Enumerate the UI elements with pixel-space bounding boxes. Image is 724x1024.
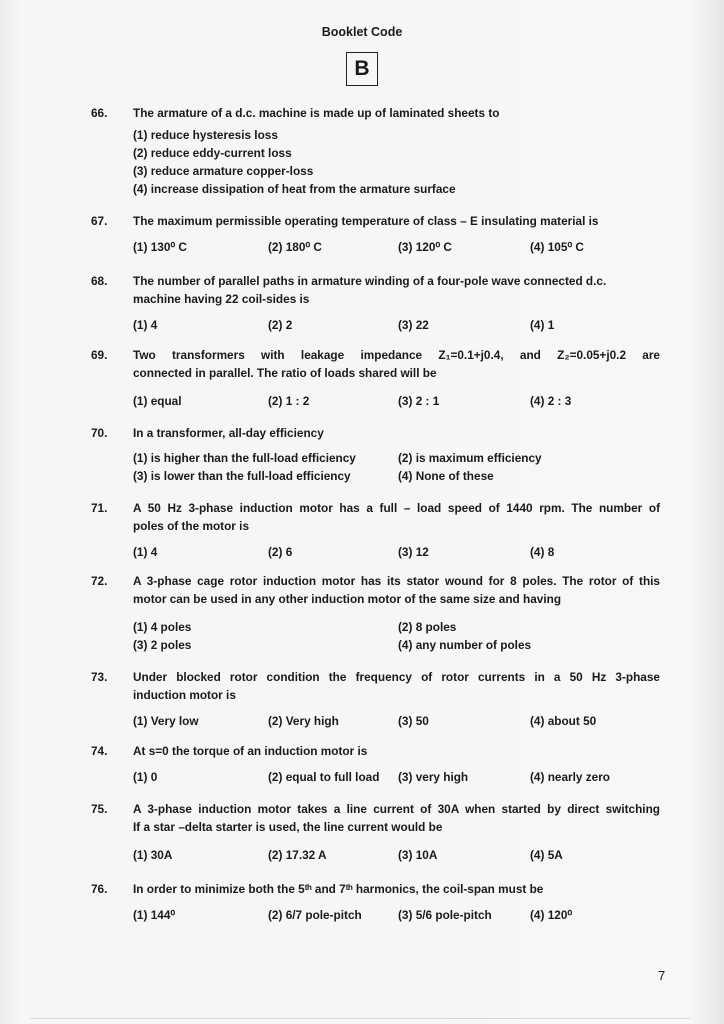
question-text: connected in parallel. The ratio of loads shared will be bbox=[133, 366, 437, 380]
answer-option-1: (1) 130⁰ C bbox=[133, 240, 187, 254]
question-text: poles of the motor is bbox=[133, 519, 250, 533]
question-text: In order to minimize both the 5ᵗʰ and 7ᵗʰ harmonics, the coil-span must be bbox=[133, 882, 544, 896]
answer-option-4: (4) increase dissipation of heat from the armature surface bbox=[133, 182, 456, 196]
question-text: If a star –delta starter is used, the line current would be bbox=[133, 820, 443, 834]
page-number: 7 bbox=[658, 968, 666, 983]
booklet-code-box: B bbox=[346, 52, 378, 86]
question-number: 70. bbox=[91, 426, 108, 440]
question-text: A 3-phase cage rotor induction motor has its stator wound for 8 poles. The rotor of this bbox=[133, 574, 660, 588]
question-number: 75. bbox=[91, 802, 108, 816]
answer-option-1: (1) 4 poles bbox=[133, 620, 192, 634]
question-text: In a transformer, all-day efficiency bbox=[133, 426, 324, 440]
answer-option-3: (3) is lower than the full-load efficiency bbox=[133, 469, 351, 483]
question-number: 74. bbox=[91, 744, 108, 758]
answer-option-3: (3) 10A bbox=[398, 848, 438, 862]
question-text: At s=0 the torque of an induction motor is bbox=[133, 744, 368, 758]
answer-option-4: (4) 8 bbox=[530, 545, 555, 559]
answer-option-3: (3) 2 poles bbox=[133, 638, 192, 652]
question-number: 67. bbox=[91, 214, 108, 228]
question-number: 69. bbox=[91, 348, 108, 362]
answer-option-2: (2) 180⁰ C bbox=[268, 240, 322, 254]
answer-option-4: (4) 1 bbox=[530, 318, 555, 332]
answer-option-2: (2) 1 : 2 bbox=[268, 394, 310, 408]
answer-option-4: (4) None of these bbox=[398, 469, 494, 483]
question-text: The armature of a d.c. machine is made up of laminated sheets to bbox=[133, 106, 500, 120]
question-text: A 50 Hz 3-phase induction motor has a full – load speed of 1440 rpm. The number of bbox=[133, 501, 660, 515]
question-text: Under blocked rotor condition the frequency of rotor currents in a 50 Hz 3-phase bbox=[133, 670, 660, 684]
question-number: 71. bbox=[91, 501, 108, 515]
answer-option-3: (3) 120⁰ C bbox=[398, 240, 452, 254]
answer-option-4: (4) about 50 bbox=[530, 714, 597, 728]
question-text: motor can be used in any other induction motor of the same size and having bbox=[133, 592, 562, 606]
question-number: 76. bbox=[91, 882, 108, 896]
answer-option-3: (3) very high bbox=[398, 770, 469, 784]
answer-option-3: (3) 22 bbox=[398, 318, 429, 332]
answer-option-2: (2) reduce eddy-current loss bbox=[133, 146, 292, 160]
answer-option-2: (2) 17.32 A bbox=[268, 848, 327, 862]
question-text: The number of parallel paths in armature winding of a four-pole wave connected d.c. bbox=[133, 274, 607, 288]
answer-option-3: (3) 5/6 pole-pitch bbox=[398, 908, 492, 922]
answer-option-1: (1) equal bbox=[133, 394, 182, 408]
booklet-code-label: Booklet Code bbox=[321, 25, 403, 39]
question-text: Two transformers with leakage impedance Z₁=0.1+j0.4, and Z₂=0.05+j0.2 are bbox=[133, 348, 660, 362]
question-text: The maximum permissible operating temperature of class – E insulating material is bbox=[133, 214, 599, 228]
answer-option-2: (2) equal to full load bbox=[268, 770, 380, 784]
answer-option-3: (3) reduce armature copper-loss bbox=[133, 164, 314, 178]
question-number: 73. bbox=[91, 670, 108, 684]
answer-option-1: (1) Very low bbox=[133, 714, 199, 728]
question-number: 66. bbox=[91, 106, 108, 120]
answer-option-4: (4) any number of poles bbox=[398, 638, 532, 652]
answer-option-4: (4) 5A bbox=[530, 848, 563, 862]
question-text: A 3-phase induction motor takes a line current of 30A when started by direct switching bbox=[133, 802, 660, 816]
answer-option-4: (4) 120⁰ bbox=[530, 908, 573, 922]
answer-option-1: (1) 30A bbox=[133, 848, 173, 862]
bottom-divider bbox=[30, 1018, 690, 1019]
question-number: 68. bbox=[91, 274, 108, 288]
answer-option-1: (1) 4 bbox=[133, 545, 158, 559]
answer-option-2: (2) Very high bbox=[268, 714, 339, 728]
answer-option-3: (3) 2 : 1 bbox=[398, 394, 440, 408]
answer-option-2: (2) 2 bbox=[268, 318, 293, 332]
answer-option-1: (1) 4 bbox=[133, 318, 158, 332]
answer-option-2: (2) 8 poles bbox=[398, 620, 457, 634]
answer-option-4: (4) nearly zero bbox=[530, 770, 610, 784]
answer-option-1: (1) reduce hysteresis loss bbox=[133, 128, 278, 142]
question-number: 72. bbox=[91, 574, 108, 588]
answer-option-4: (4) 2 : 3 bbox=[530, 394, 572, 408]
answer-option-2: (2) 6 bbox=[268, 545, 293, 559]
answer-option-1: (1) 0 bbox=[133, 770, 158, 784]
answer-option-2: (2) 6/7 pole-pitch bbox=[268, 908, 362, 922]
answer-option-1: (1) is higher than the full-load efficiency bbox=[133, 451, 356, 465]
answer-option-3: (3) 12 bbox=[398, 545, 429, 559]
question-text: machine having 22 coil-sides is bbox=[133, 292, 310, 306]
answer-option-3: (3) 50 bbox=[398, 714, 429, 728]
question-text: induction motor is bbox=[133, 688, 236, 702]
answer-option-4: (4) 105⁰ C bbox=[530, 240, 584, 254]
answer-option-2: (2) is maximum efficiency bbox=[398, 451, 542, 465]
answer-option-1: (1) 144⁰ bbox=[133, 908, 176, 922]
